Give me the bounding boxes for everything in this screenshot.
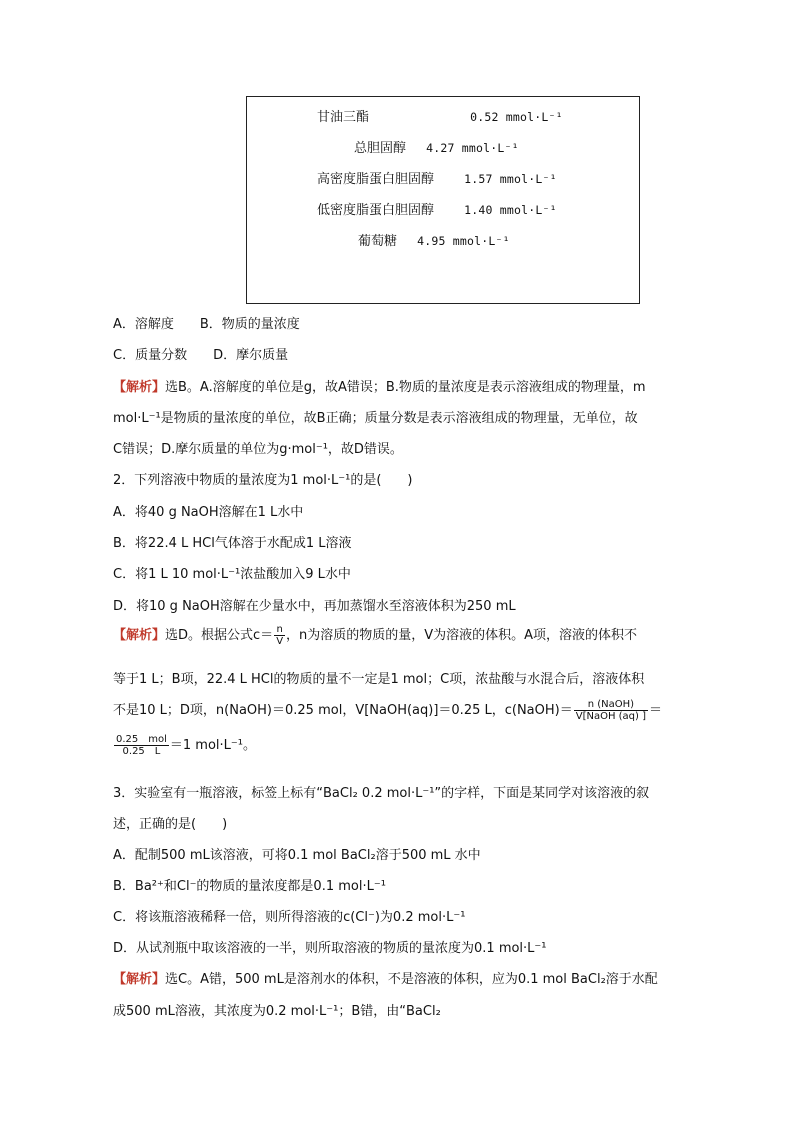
formula-fraction: $\frac{\text{n (NaOH)}}{\text{V[NaOH (aq) ]}}$	[575, 699, 647, 722]
q1-analysis-line2: mol·L⁻¹是物质的量浓度的单位，故B正确；质量分数是表示溶液组成的物理量，无单位，故	[113, 411, 638, 426]
q1-options-line1: A．溶解度 B．物质的量浓度	[113, 317, 300, 332]
lab-results-box	[246, 96, 640, 304]
analysis-tag: 【解析】	[113, 972, 166, 987]
table-row	[354, 137, 519, 156]
q2-analysis-line4	[113, 734, 256, 757]
item-name: 甘油三酯	[317, 110, 370, 125]
q3-option-b: B．Ba²⁺和Cl⁻的物质的量浓度都是0.1 mol·L⁻¹	[113, 879, 386, 894]
q2-analysis-line3	[113, 699, 662, 722]
q3-option-d: D．从试剂瓶中取该溶液的一半，则所取溶液的物质的量浓度为0.1 mol·L⁻¹	[113, 941, 547, 956]
formula-fraction: $\frac{n}{V}$	[276, 624, 284, 647]
q1-analysis-line1	[113, 376, 646, 395]
analysis-text: ，n为溶质的物质的量，V为溶液的体积。A项，溶液的体积不	[286, 628, 638, 643]
q2-analysis-line2: 等于1 L；B项，22.4 L HCl的物质的量不一定是1 mol；C项，浓盐酸与水混合后，溶液体积	[113, 672, 645, 687]
q3-option-a: A．配制500 mL该溶液，可将0.1 mol BaCl₂溶于500 mL 水中	[113, 848, 481, 863]
item-name: 葡萄糖	[358, 234, 398, 249]
q2-option-b: B．将22.4 L HCl气体溶于水配成1 L溶液	[113, 536, 352, 551]
table-row	[317, 106, 563, 125]
q2-option-d: D．将10 g NaOH溶解在少量水中，再加蒸馏水至溶液体积为250 mL	[113, 599, 516, 614]
item-name: 高密度脂蛋白胆固醇	[317, 172, 435, 187]
q1-analysis-line3: C错误；D.摩尔质量的单位为g·mol⁻¹，故D错误。	[113, 442, 403, 457]
q2-stem: 2．下列溶液中物质的量浓度为1 mol·L⁻¹的是( )	[113, 473, 413, 488]
q3-stem-line1: 3．实验室有一瓶溶液，标签上标有“BaCl₂ 0.2 mol·L⁻¹”的字样，下面是某同学对该溶液的叙	[113, 786, 650, 801]
q3-option-c: C．将该瓶溶液稀释一倍，则所得溶液的c(Cl⁻)为0.2 mol·L⁻¹	[113, 910, 466, 925]
table-row	[317, 199, 557, 218]
table-row	[317, 168, 557, 187]
item-value: 1.40 mmol·L⁻¹	[464, 203, 557, 217]
analysis-tag: 【解析】	[113, 628, 166, 643]
item-value: 4.95 mmol·L⁻¹	[417, 234, 510, 248]
q3-analysis-line2: 成500 mL溶液，其浓度为0.2 mol·L⁻¹；B错，由“BaCl₂	[113, 1004, 441, 1019]
item-value: 1.57 mmol·L⁻¹	[464, 172, 557, 186]
analysis-text: ＝	[649, 703, 663, 718]
q2-option-c: C．将1 L 10 mol·L⁻¹浓盐酸加入9 L水中	[113, 567, 351, 582]
table-row	[358, 230, 510, 249]
item-value: 0.52 mmol·L⁻¹	[470, 110, 563, 124]
analysis-text: ＝1 mol·L⁻¹。	[169, 738, 256, 753]
analysis-text: 不是10 L；D项，n(NaOH)＝0.25 mol，V[NaOH(aq)]＝0.25 L，c(NaOH)＝	[113, 703, 573, 718]
item-name: 低密度脂蛋白胆固醇	[317, 203, 435, 218]
analysis-tag: 【解析】	[113, 380, 166, 395]
q2-analysis-line1	[113, 624, 637, 647]
analysis-text: 选D。根据公式c＝	[165, 628, 274, 643]
q2-option-a: A．将40 g NaOH溶解在1 L水中	[113, 505, 304, 520]
formula-fraction: $\frac{\text{0.25 mol}}{0.25 L}$	[116, 734, 167, 757]
analysis-text: 选B。A.溶解度的单位是g，故A错误；B.物质的量浓度是表示溶液组成的物理量，m	[165, 380, 646, 395]
item-name: 总胆固醇	[354, 141, 407, 156]
q3-stem-line2: 述，正确的是( )	[113, 817, 228, 832]
analysis-text: 选C。A错，500 mL是溶剂水的体积，不是溶液的体积，应为0.1 mol BaCl₂溶于水配	[165, 972, 658, 987]
q3-analysis-line1	[113, 968, 658, 987]
q1-options-line2: C．质量分数 D．摩尔质量	[113, 348, 289, 363]
item-value: 4.27 mmol·L⁻¹	[426, 141, 519, 155]
